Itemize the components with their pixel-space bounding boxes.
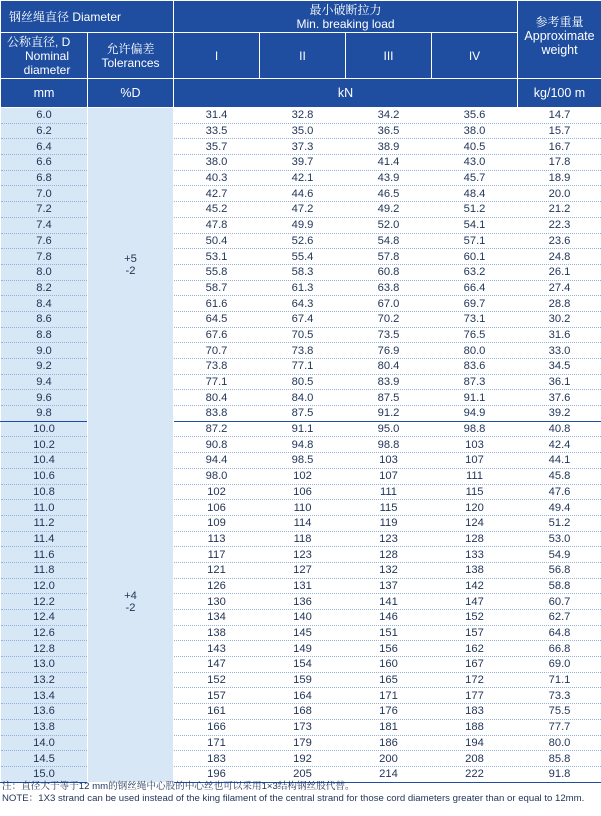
weight-cell: 71.1 (518, 672, 601, 688)
units-row (1, 79, 601, 108)
breaking-load-grade-4-cell: 54.1 (432, 217, 518, 233)
diameter-cell: 7.2 (1, 202, 88, 218)
weight-cell: 58.8 (518, 578, 601, 594)
breaking-load-grade-3-cell: 119 (346, 515, 432, 531)
breaking-load-grade-1-cell: 83.8 (174, 406, 260, 422)
weight-cell: 91.8 (518, 766, 601, 782)
breaking-load-grade-3-cell: 146 (346, 610, 432, 626)
breaking-load-grade-4-cell: 98.8 (432, 421, 518, 437)
breaking-load-grade-3-cell: 128 (346, 547, 432, 563)
breaking-load-grade-4-cell: 194 (432, 735, 518, 751)
breaking-load-grade-4-cell: 152 (432, 610, 518, 626)
diameter-cell: 13.8 (1, 719, 88, 735)
diameter-cell: 8.2 (1, 280, 88, 296)
breaking-load-grade-4-cell: 66.4 (432, 280, 518, 296)
breaking-load-grade-3-cell: 141 (346, 594, 432, 610)
breaking-load-grade-4-cell: 60.1 (432, 249, 518, 265)
diameter-cell: 6.2 (1, 123, 88, 139)
breaking-load-grade-1-cell: 45.2 (174, 202, 260, 218)
breaking-load-grade-1-cell: 80.4 (174, 390, 260, 406)
breaking-load-grade-1-cell: 117 (174, 547, 260, 563)
breaking-load-grade-1-cell: 134 (174, 610, 260, 626)
breaking-load-grade-3-cell: 83.9 (346, 374, 432, 390)
breaking-load-grade-3-cell: 70.2 (346, 311, 432, 327)
breaking-load-grade-1-cell: 130 (174, 594, 260, 610)
breaking-load-grade-3-cell: 52.0 (346, 217, 432, 233)
tolerance-en: Tolerances (101, 55, 160, 70)
breaking-load-grade-3-cell: 95.0 (346, 421, 432, 437)
breaking-load-grade-1-cell: 64.5 (174, 311, 260, 327)
breaking-load-grade-3-cell: 103 (346, 453, 432, 469)
breaking-load-grade-4-cell: 83.6 (432, 359, 518, 375)
weight-cell: 23.6 (518, 233, 601, 249)
breaking-load-grade-2-cell: 77.1 (260, 359, 346, 375)
diameter-cell: 13.0 (1, 657, 88, 673)
breaking-load-grade-2-cell: 94.8 (260, 437, 346, 453)
breaking-load-grade-1-cell: 138 (174, 625, 260, 641)
diameter-cell: 7.8 (1, 249, 88, 265)
breaking-load-grade-2-cell: 58.3 (260, 264, 346, 280)
breaking-load-grade-4-cell: 183 (432, 704, 518, 720)
diameter-cell: 9.6 (1, 390, 88, 406)
breaking-load-grade-1-cell: 183 (174, 751, 260, 767)
weight-cell: 17.8 (518, 155, 601, 171)
weight-cell: 22.3 (518, 217, 601, 233)
table-body (1, 108, 601, 783)
weight-cell: 24.8 (518, 249, 601, 265)
breaking-load-grade-4-cell: 48.4 (432, 186, 518, 202)
diameter-cell: 10.6 (1, 468, 88, 484)
breaking-load-grade-3-cell: 165 (346, 672, 432, 688)
breaking-load-cn: 最小破断拉力 (309, 2, 382, 17)
diameter-cell: 8.6 (1, 311, 88, 327)
breaking-load-grade-1-cell: 38.0 (174, 155, 260, 171)
weight-cell: 39.2 (518, 406, 601, 422)
weight-cell: 69.0 (518, 657, 601, 673)
weight-cell: 27.4 (518, 280, 601, 296)
diameter-cell: 6.6 (1, 155, 88, 171)
diameter-group-header: 钢丝绳直径 Diameter (1, 1, 174, 33)
breaking-load-grade-2-cell: 67.4 (260, 311, 346, 327)
weight-cell: 18.9 (518, 170, 601, 186)
breaking-load-grade-4-cell: 45.7 (432, 170, 518, 186)
breaking-load-grade-3-cell: 171 (346, 688, 432, 704)
diameter-cell: 13.4 (1, 688, 88, 704)
diameter-cell: 7.4 (1, 217, 88, 233)
tolerance-cell (88, 421, 174, 782)
breaking-load-grade-1-cell: 161 (174, 704, 260, 720)
weight-cell: 26.1 (518, 264, 601, 280)
breaking-load-grade-3-cell: 80.4 (346, 359, 432, 375)
breaking-load-grade-4-cell: 128 (432, 531, 518, 547)
breaking-load-grade-2-cell: 123 (260, 547, 346, 563)
diameter-cell: 14.0 (1, 735, 88, 751)
breaking-load-en: Min. breaking load (296, 16, 395, 31)
weight-cell: 64.8 (518, 625, 601, 641)
breaking-load-grade-2-cell: 87.5 (260, 406, 346, 422)
breaking-load-grade-2-cell: 35.0 (260, 123, 346, 139)
breaking-load-grade-3-cell: 57.8 (346, 249, 432, 265)
breaking-load-grade-3-cell: 132 (346, 562, 432, 578)
breaking-load-grade-1-cell: 47.8 (174, 217, 260, 233)
breaking-load-grade-3-cell: 156 (346, 641, 432, 657)
breaking-load-grade-2-cell: 44.6 (260, 186, 346, 202)
breaking-load-grade-1-cell: 98.0 (174, 468, 260, 484)
table-header (1, 1, 601, 108)
diameter-cell: 7.0 (1, 186, 88, 202)
breaking-load-grade-4-cell: 69.7 (432, 296, 518, 312)
unit-weight: kg/100 m (518, 79, 601, 108)
breaking-load-grade-1-cell: 90.8 (174, 437, 260, 453)
breaking-load-grade-3-cell: 87.5 (346, 390, 432, 406)
breaking-load-grade-1-cell: 50.4 (174, 233, 260, 249)
weight-cell: 51.2 (518, 515, 601, 531)
breaking-load-grade-1-cell: 61.6 (174, 296, 260, 312)
breaking-load-grade-2-cell: 84.0 (260, 390, 346, 406)
table-row (1, 108, 601, 124)
breaking-load-grade-3-cell: 91.2 (346, 406, 432, 422)
breaking-load-grade-2-cell: 80.5 (260, 374, 346, 390)
diameter-cell: 10.4 (1, 453, 88, 469)
breaking-load-grade-3-cell: 38.9 (346, 139, 432, 155)
diameter-cell: 6.4 (1, 139, 88, 155)
weight-en: Approximate weight (524, 29, 595, 57)
breaking-load-grade-3-cell: 49.2 (346, 202, 432, 218)
grade-header-3: III (346, 33, 432, 79)
diameter-cell: 12.4 (1, 610, 88, 626)
breaking-load-grade-1-cell: 53.1 (174, 249, 260, 265)
tolerance-plus: +4 (124, 589, 137, 602)
nominal-diameter-header (1, 33, 88, 79)
breaking-load-grade-4-cell: 167 (432, 657, 518, 673)
breaking-load-grade-4-cell: 208 (432, 751, 518, 767)
diameter-cell: 9.2 (1, 359, 88, 375)
weight-cell: 60.7 (518, 594, 601, 610)
breaking-load-grade-1-cell: 166 (174, 719, 260, 735)
breaking-load-grade-2-cell: 149 (260, 641, 346, 657)
diameter-cell: 8.4 (1, 296, 88, 312)
weight-cell: 77.7 (518, 719, 601, 735)
diameter-cell: 6.8 (1, 170, 88, 186)
breaking-load-grade-4-cell: 157 (432, 625, 518, 641)
breaking-load-grade-2-cell: 114 (260, 515, 346, 531)
diameter-cell: 10.2 (1, 437, 88, 453)
breaking-load-grade-4-cell: 172 (432, 672, 518, 688)
weight-cell: 40.8 (518, 421, 601, 437)
weight-cell: 33.0 (518, 343, 601, 359)
breaking-load-grade-2-cell: 91.1 (260, 421, 346, 437)
breaking-load-grade-4-cell: 162 (432, 641, 518, 657)
breaking-load-grade-1-cell: 121 (174, 562, 260, 578)
breaking-load-grade-1-cell: 157 (174, 688, 260, 704)
diameter-cell: 11.4 (1, 531, 88, 547)
breaking-load-grade-2-cell: 70.5 (260, 327, 346, 343)
breaking-load-grade-2-cell: 49.9 (260, 217, 346, 233)
diameter-cell: 8.0 (1, 264, 88, 280)
breaking-load-grade-2-cell: 32.8 (260, 108, 346, 124)
breaking-load-grade-3-cell: 76.9 (346, 343, 432, 359)
breaking-load-grade-2-cell: 205 (260, 766, 346, 782)
breaking-load-grade-2-cell: 168 (260, 704, 346, 720)
breaking-load-grade-4-cell: 63.2 (432, 264, 518, 280)
breaking-load-grade-1-cell: 55.8 (174, 264, 260, 280)
breaking-load-grade-2-cell: 64.3 (260, 296, 346, 312)
breaking-load-grade-3-cell: 123 (346, 531, 432, 547)
diameter-cell: 12.8 (1, 641, 88, 657)
breaking-load-grade-4-cell: 94.9 (432, 406, 518, 422)
breaking-load-grade-4-cell: 133 (432, 547, 518, 563)
breaking-load-grade-1-cell: 102 (174, 484, 260, 500)
breaking-load-grade-1-cell: 42.7 (174, 186, 260, 202)
breaking-load-grade-1-cell: 171 (174, 735, 260, 751)
breaking-load-grade-2-cell: 154 (260, 657, 346, 673)
weight-cn: 参考重量 (535, 15, 584, 29)
unit-mm: mm (1, 79, 88, 108)
weight-cell: 66.8 (518, 641, 601, 657)
weight-cell: 54.9 (518, 547, 601, 563)
breaking-load-grade-1-cell: 147 (174, 657, 260, 673)
diameter-cell: 11.6 (1, 547, 88, 563)
weight-cell: 75.5 (518, 704, 601, 720)
breaking-load-grade-2-cell: 159 (260, 672, 346, 688)
breaking-load-grade-2-cell: 55.4 (260, 249, 346, 265)
weight-cell: 62.7 (518, 610, 601, 626)
breaking-load-grade-2-cell: 37.3 (260, 139, 346, 155)
diameter-cell: 10.0 (1, 421, 88, 437)
breaking-load-grade-2-cell: 131 (260, 578, 346, 594)
breaking-load-grade-2-cell: 39.7 (260, 155, 346, 171)
weight-cell: 16.7 (518, 139, 601, 155)
breaking-load-grade-1-cell: 31.4 (174, 108, 260, 124)
diameter-cell: 12.0 (1, 578, 88, 594)
breaking-load-grade-3-cell: 54.8 (346, 233, 432, 249)
tolerance-cell (88, 108, 174, 422)
diameter-cell: 11.8 (1, 562, 88, 578)
breaking-load-grade-2-cell: 42.1 (260, 170, 346, 186)
breaking-load-grade-4-cell: 147 (432, 594, 518, 610)
breaking-load-grade-3-cell: 43.9 (346, 170, 432, 186)
breaking-load-grade-1-cell: 73.8 (174, 359, 260, 375)
grade-header-4: IV (432, 33, 518, 79)
breaking-load-grade-3-cell: 200 (346, 751, 432, 767)
breaking-load-grade-4-cell: 40.5 (432, 139, 518, 155)
breaking-load-grade-3-cell: 181 (346, 719, 432, 735)
weight-cell: 80.0 (518, 735, 601, 751)
breaking-load-grade-3-cell: 160 (346, 657, 432, 673)
breaking-load-grade-3-cell: 63.8 (346, 280, 432, 296)
diameter-cell: 8.8 (1, 327, 88, 343)
diameter-cell: 6.0 (1, 108, 88, 124)
breaking-load-grade-3-cell: 98.8 (346, 437, 432, 453)
breaking-load-grade-2-cell: 140 (260, 610, 346, 626)
breaking-load-grade-2-cell: 102 (260, 468, 346, 484)
weight-cell: 42.4 (518, 437, 601, 453)
tolerance-minus: -2 (125, 601, 136, 614)
unit-tolerance: %D (88, 79, 174, 108)
diameter-cell: 15.0 (1, 766, 88, 782)
diameter-cell: 9.4 (1, 374, 88, 390)
footnotes (2, 781, 599, 804)
breaking-load-grade-1-cell: 58.7 (174, 280, 260, 296)
breaking-load-grade-4-cell: 138 (432, 562, 518, 578)
breaking-load-grade-3-cell: 36.5 (346, 123, 432, 139)
breaking-load-grade-3-cell: 34.2 (346, 108, 432, 124)
breaking-load-grade-4-cell: 73.1 (432, 311, 518, 327)
breaking-load-grade-4-cell: 188 (432, 719, 518, 735)
breaking-load-grade-2-cell: 110 (260, 500, 346, 516)
unit-kn: kN (174, 79, 518, 108)
table-row (1, 421, 601, 437)
breaking-load-grade-1-cell: 87.2 (174, 421, 260, 437)
breaking-load-grade-1-cell: 94.4 (174, 453, 260, 469)
breaking-load-grade-1-cell: 77.1 (174, 374, 260, 390)
breaking-load-grade-4-cell: 38.0 (432, 123, 518, 139)
weight-cell: 73.3 (518, 688, 601, 704)
diameter-cell: 13.6 (1, 704, 88, 720)
breaking-load-grade-4-cell: 107 (432, 453, 518, 469)
breaking-load-grade-4-cell: 111 (432, 468, 518, 484)
breaking-load-grade-2-cell: 118 (260, 531, 346, 547)
breaking-load-grade-2-cell: 73.8 (260, 343, 346, 359)
note-cn: 注：直径大于等于12 mm的钢丝绳中心股的中心丝也可以采用1×3结构钢丝股代替。 (2, 781, 355, 792)
breaking-load-grade-4-cell: 80.0 (432, 343, 518, 359)
breaking-load-grade-4-cell: 43.0 (432, 155, 518, 171)
breaking-load-grade-1-cell: 33.5 (174, 123, 260, 139)
diameter-cell: 14.5 (1, 751, 88, 767)
breaking-load-grade-2-cell: 145 (260, 625, 346, 641)
weight-cell: 47.6 (518, 484, 601, 500)
breaking-load-grade-1-cell: 196 (174, 766, 260, 782)
note-en: NOTE：1X3 strand can be used instead of the king filament of the central strand for those cord diameters greater than or equal to 12mm. (2, 792, 585, 804)
breaking-load-grade-3-cell: 214 (346, 766, 432, 782)
diameter-cell: 12.6 (1, 625, 88, 641)
nominal-cn: 公称直径, D (7, 34, 71, 49)
breaking-load-grade-3-cell: 137 (346, 578, 432, 594)
breaking-load-grade-4-cell: 115 (432, 484, 518, 500)
weight-cell: 85.8 (518, 751, 601, 767)
breaking-load-grade-1-cell: 106 (174, 500, 260, 516)
diameter-cell: 9.0 (1, 343, 88, 359)
breaking-load-grade-4-cell: 177 (432, 688, 518, 704)
breaking-load-grade-1-cell: 109 (174, 515, 260, 531)
diameter-cell: 9.8 (1, 406, 88, 422)
weight-cell: 37.6 (518, 390, 601, 406)
breaking-load-grade-2-cell: 61.3 (260, 280, 346, 296)
weight-cell: 15.7 (518, 123, 601, 139)
breaking-load-group-header (174, 1, 518, 33)
breaking-load-grade-2-cell: 164 (260, 688, 346, 704)
tolerance-cn: 允许偏差 (106, 41, 155, 56)
breaking-load-grade-4-cell: 57.1 (432, 233, 518, 249)
breaking-load-grade-2-cell: 173 (260, 719, 346, 735)
breaking-load-grade-3-cell: 115 (346, 500, 432, 516)
weight-cell: 56.8 (518, 562, 601, 578)
weight-cell: 21.2 (518, 202, 601, 218)
breaking-load-grade-3-cell: 46.5 (346, 186, 432, 202)
weight-cell: 28.8 (518, 296, 601, 312)
breaking-load-grade-3-cell: 60.8 (346, 264, 432, 280)
breaking-load-grade-3-cell: 176 (346, 704, 432, 720)
breaking-load-grade-4-cell: 103 (432, 437, 518, 453)
breaking-load-grade-4-cell: 35.6 (432, 108, 518, 124)
diameter-cell: 12.2 (1, 594, 88, 610)
diameter-cell: 11.0 (1, 500, 88, 516)
breaking-load-grade-2-cell: 127 (260, 562, 346, 578)
breaking-load-grade-1-cell: 70.7 (174, 343, 260, 359)
weight-cell: 53.0 (518, 531, 601, 547)
breaking-load-grade-1-cell: 143 (174, 641, 260, 657)
weight-cell: 44.1 (518, 453, 601, 469)
breaking-load-grade-1-cell: 113 (174, 531, 260, 547)
breaking-load-grade-3-cell: 107 (346, 468, 432, 484)
breaking-load-grade-4-cell: 87.3 (432, 374, 518, 390)
breaking-load-grade-2-cell: 136 (260, 594, 346, 610)
breaking-load-grade-4-cell: 124 (432, 515, 518, 531)
weight-cell: 20.0 (518, 186, 601, 202)
breaking-load-grade-2-cell: 98.5 (260, 453, 346, 469)
weight-cell: 36.1 (518, 374, 601, 390)
breaking-load-grade-3-cell: 41.4 (346, 155, 432, 171)
weight-cell: 30.2 (518, 311, 601, 327)
weight-cell: 45.8 (518, 468, 601, 484)
breaking-load-grade-4-cell: 91.1 (432, 390, 518, 406)
breaking-load-grade-1-cell: 67.6 (174, 327, 260, 343)
grade-header-2: II (260, 33, 346, 79)
diameter-cell: 11.2 (1, 515, 88, 531)
breaking-load-grade-2-cell: 192 (260, 751, 346, 767)
breaking-load-grade-2-cell: 106 (260, 484, 346, 500)
tolerance-minus: -2 (125, 264, 136, 277)
breaking-load-grade-1-cell: 40.3 (174, 170, 260, 186)
nominal-en: Nominal diameter (23, 48, 71, 77)
breaking-load-grade-4-cell: 142 (432, 578, 518, 594)
breaking-load-grade-2-cell: 47.2 (260, 202, 346, 218)
diameter-cell: 10.8 (1, 484, 88, 500)
breaking-load-grade-4-cell: 76.5 (432, 327, 518, 343)
breaking-load-grade-2-cell: 52.6 (260, 233, 346, 249)
breaking-load-grade-3-cell: 67.0 (346, 296, 432, 312)
breaking-load-grade-1-cell: 152 (174, 672, 260, 688)
breaking-load-grade-1-cell: 126 (174, 578, 260, 594)
weight-cell: 31.6 (518, 327, 601, 343)
weight-cell: 34.5 (518, 359, 601, 375)
breaking-load-grade-4-cell: 51.2 (432, 202, 518, 218)
grade-header-1: I (174, 33, 260, 79)
breaking-load-grade-2-cell: 179 (260, 735, 346, 751)
breaking-load-grade-4-cell: 222 (432, 766, 518, 782)
breaking-load-grade-4-cell: 120 (432, 500, 518, 516)
diameter-cell: 13.2 (1, 672, 88, 688)
weight-cell: 49.4 (518, 500, 601, 516)
breaking-load-grade-3-cell: 151 (346, 625, 432, 641)
breaking-load-grade-3-cell: 186 (346, 735, 432, 751)
weight-header (518, 1, 601, 79)
weight-cell: 14.7 (518, 108, 601, 124)
tolerance-header (88, 33, 174, 79)
breaking-load-grade-3-cell: 73.5 (346, 327, 432, 343)
tolerance-plus: +5 (124, 252, 137, 265)
breaking-load-grade-1-cell: 35.7 (174, 139, 260, 155)
breaking-load-grade-3-cell: 111 (346, 484, 432, 500)
diameter-cell: 7.6 (1, 233, 88, 249)
